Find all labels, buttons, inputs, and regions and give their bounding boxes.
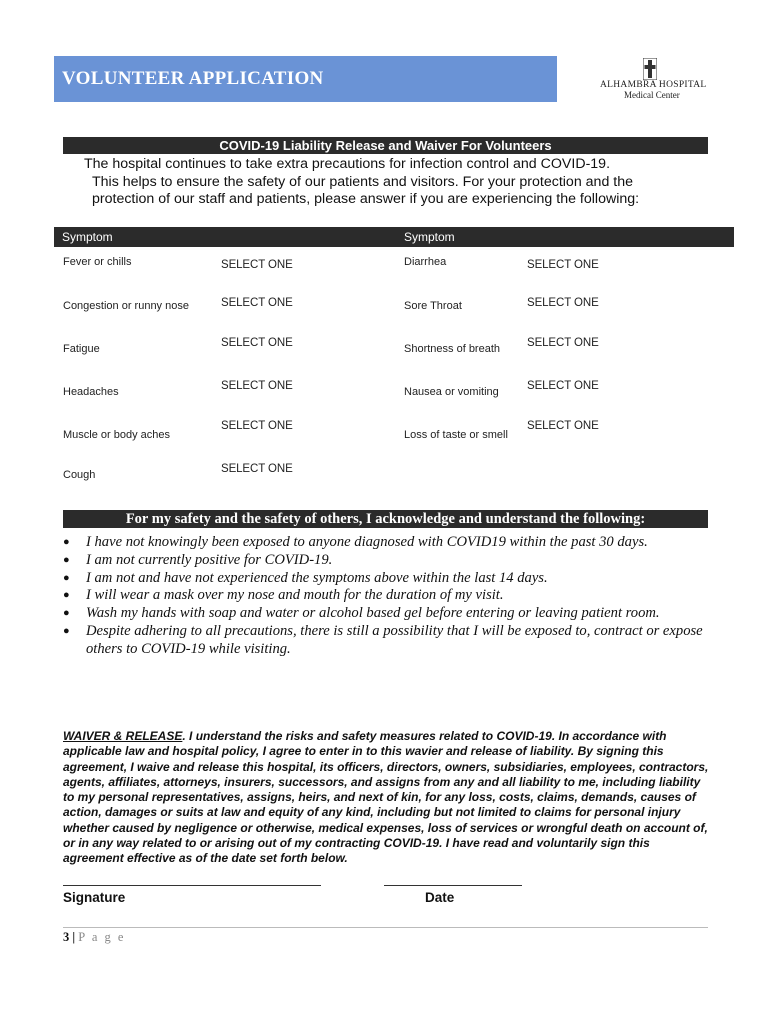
logo-name: ALHAMBRA HOSPITAL	[600, 80, 707, 90]
page-separator: |	[72, 930, 76, 944]
symptom-select-shortness-of-breath[interactable]: SELECT ONE	[527, 337, 599, 349]
date-line[interactable]	[384, 885, 522, 886]
date-label: Date	[425, 890, 455, 905]
acknowledge-title: For my safety and the safety of others, I acknowledge and understand the following:	[63, 510, 708, 528]
bullet-icon: ●	[63, 553, 70, 566]
signature-line[interactable]	[63, 885, 321, 886]
symptom-label-sore-throat: Sore Throat	[404, 300, 462, 312]
symptom-select-nausea[interactable]: SELECT ONE	[527, 380, 599, 392]
symptom-select-congestion[interactable]: SELECT ONE	[221, 297, 293, 309]
symptom-label-fever: Fever or chills	[63, 256, 132, 268]
footer-divider	[63, 927, 708, 928]
intro-line-3: protection of our staff and patients, please answer if you are experiencing the following:	[92, 191, 640, 207]
acknowledge-item: ● I am not and have not experienced the symptoms above within the last 14 days.	[63, 569, 548, 586]
bullet-icon: ●	[63, 589, 70, 602]
acknowledge-item: ● I have not knowingly been exposed to anyone diagnosed with COVID19 within the past 30 days.	[63, 534, 648, 550]
bullet-icon: ●	[63, 607, 70, 620]
page-footer	[63, 930, 125, 945]
bullet-icon: ●	[63, 571, 70, 584]
symptom-label-headaches: Headaches	[63, 386, 119, 398]
signature-label: Signature	[63, 890, 126, 905]
waiver-body: . I understand the risks and safety measures related to COVID-19. In accordance with applicable law and hospital policy, I agree to enter in to this wavier and release of liability. By signing this agreement, I waive and release this hospital, its officers, directors, owners, subsidiaries, employees, contractors, agents, affiliates, attorneys, insurers, successors, and assigns from any and all liability to me, including liability to my personal representatives, assigns, heirs, and next of kin, for any loss, costs, claims, demands, causes of action, damages or suits at law and equity of any kind, including but not limited to claims for personal injury whether caused by negligence or otherwise, medical expenses, loss of services or wrongful death on account of, or in any way related to or arising out of my contracting COVID-19. I have read and voluntarily sign this agreement effective as of the date set forth below.	[63, 729, 709, 866]
symptom-select-sore-throat[interactable]: SELECT ONE	[527, 297, 599, 309]
page-title: VOLUNTEER APPLICATION	[62, 68, 324, 89]
page-word: P a g e	[78, 930, 126, 944]
symptom-select-headaches[interactable]: SELECT ONE	[221, 380, 293, 392]
symptom-label-muscle-aches: Muscle or body aches	[63, 429, 170, 441]
intro-line-1: The hospital continues to take extra precautions for infection control and COVID-19.	[84, 156, 611, 172]
acknowledge-item: ● I will wear a mask over my nose and mouth for the duration of my visit.	[63, 587, 504, 604]
acknowledge-list	[63, 534, 713, 659]
symptom-header-right: Symptom	[404, 230, 455, 244]
symptom-select-fever[interactable]: SELECT ONE	[221, 259, 293, 271]
symptom-select-cough[interactable]: SELECT ONE	[221, 463, 293, 475]
bullet-icon: ●	[63, 624, 70, 637]
symptom-header-left: Symptom	[62, 230, 113, 244]
symptom-select-muscle-aches[interactable]: SELECT ONE	[221, 420, 293, 432]
bullet-icon: ●	[63, 536, 70, 548]
waiver-heading: WAIVER & RELEASE	[63, 729, 183, 743]
waiver-release-text	[63, 729, 713, 867]
symptom-table-header	[54, 227, 734, 247]
acknowledge-item: ● Despite adhering to all precautions, there is still a possibility that I will be exposed to, contract or expose others to COVID-19 while visiting.	[63, 622, 703, 657]
acknowledge-item: ● Wash my hands with soap and water or alcohol based gel before entering or leaving patient room.	[63, 605, 660, 622]
symptom-label-congestion: Congestion or runny nose	[63, 300, 189, 312]
hospital-logo	[600, 58, 710, 102]
header-banner	[54, 56, 557, 102]
symptom-select-diarrhea[interactable]: SELECT ONE	[527, 259, 599, 271]
logo-subtitle: Medical Center	[624, 90, 680, 100]
symptom-label-nausea: Nausea or vomiting	[404, 386, 499, 398]
symptom-label-diarrhea: Diarrhea	[404, 256, 447, 268]
page-number: 3	[63, 930, 70, 944]
symptom-select-fatigue[interactable]: SELECT ONE	[221, 337, 293, 349]
acknowledge-item: ● I am not currently positive for COVID-19.	[63, 551, 333, 568]
covid-waiver-title: COVID-19 Liability Release and Waiver For Volunteers	[63, 137, 708, 154]
symptom-label-cough: Cough	[63, 469, 96, 481]
symptom-select-loss-of-taste[interactable]: SELECT ONE	[527, 420, 599, 432]
hospital-cross-icon	[643, 58, 657, 80]
symptom-label-shortness-of-breath: Shortness of breath	[404, 343, 501, 355]
symptom-label-loss-of-taste: Loss of taste or smell	[404, 429, 508, 441]
symptom-label-fatigue: Fatigue	[63, 343, 100, 355]
intro-line-2: This helps to ensure the safety of our patients and visitors. For your protection and the	[92, 174, 633, 190]
